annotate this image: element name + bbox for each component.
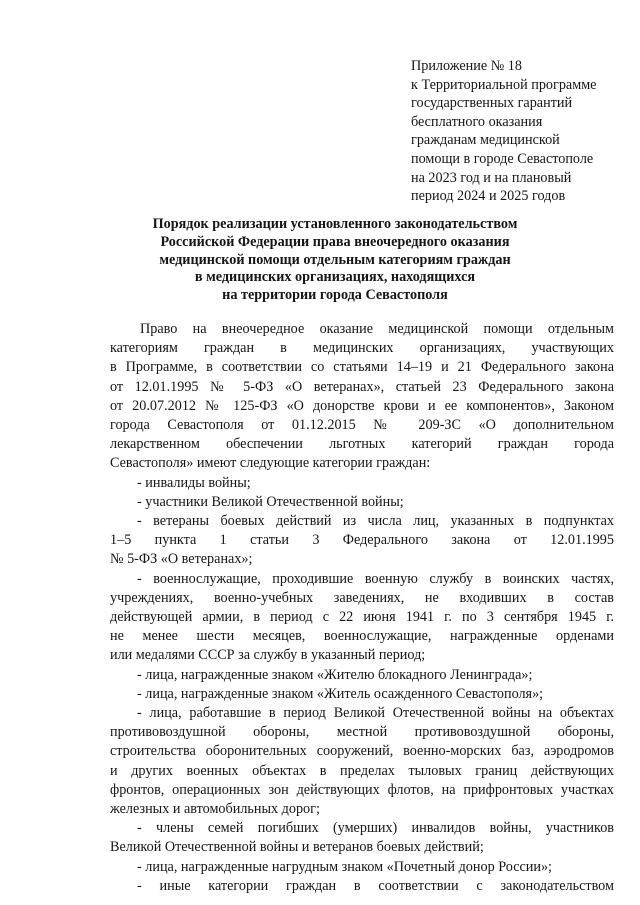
body-line: или медалями СССР за службу в указанный период; xyxy=(110,647,426,664)
list-item: - лица, награжденные знаком «Житель осажденного Севастополя»; xyxy=(137,685,544,702)
appendix-note xyxy=(411,57,629,206)
appendix-line: помощи в городе Севастополе xyxy=(411,150,594,167)
list-item: - лица, награжденные нагрудным знаком «Почетный донор России»; xyxy=(137,858,553,875)
body-line: категориям граждан в медицинских организациях, участвующих xyxy=(110,340,614,357)
body-line: действующей армии, в период с 22 июня 1941 г. по 3 сентября 1945 г. xyxy=(110,609,614,626)
body-line: Право на внеочередное оказание медицинской помощи отдельным xyxy=(140,321,614,337)
body-line: железных и автомобильных дорог; xyxy=(110,801,320,818)
list-item: - члены семей погибших (умерших) инвалидов войны, участников xyxy=(137,820,614,837)
appendix-line: бесплатного оказания xyxy=(411,113,543,130)
appendix-line: на 2023 год и на плановый xyxy=(411,169,572,186)
title-line: на территории города Севастополя xyxy=(222,287,448,304)
body-line: строительства оборонительных сооружений, военно-морских баз, аэродромов xyxy=(110,743,614,760)
body-line: 1–5 пункта 1 статьи 3 Федерального закона от 12.01.1995 xyxy=(110,532,614,549)
body-line: Великой Отечественной войны и ветеранов боевых действий; xyxy=(110,839,484,856)
body-line: лекарственном обеспечении льготных категорий граждан города xyxy=(110,436,614,453)
list-item: - инвалиды войны; xyxy=(137,474,251,491)
body-line: города Севастополя от 01.12.2015 № 209-ЗС «О дополнительном xyxy=(110,417,614,434)
body-line: учреждениях, военно-учебных заведениях, не входивших в состав xyxy=(110,589,614,606)
body-line: от 20.07.2012 № 125-ФЗ «О донорстве крови и ее компонентов», Законом xyxy=(110,397,614,414)
title-line: в медицинских организациях, находящихся xyxy=(194,269,476,286)
title-line: Порядок реализации установленного законодательством xyxy=(152,216,518,232)
body-line: и других военных объектах в пределах тыловых границ действующих xyxy=(110,762,614,779)
document-body xyxy=(110,320,614,896)
body-line: от 12.01.1995 № 5-ФЗ «О ветеранах», статьей 23 Федерального закона xyxy=(110,378,614,395)
title-line: медицинской помощи отдельным категориям граждан xyxy=(159,251,511,268)
appendix-line: период 2024 и 2025 годов xyxy=(411,188,566,205)
document-title xyxy=(100,216,570,305)
list-item: - участники Великой Отечественной войны; xyxy=(137,493,404,510)
title-line: Российской Федерации права внеочередного оказания xyxy=(160,233,510,250)
body-line: фронтов, операционных зон действующих флотов, на прифронтовых участках xyxy=(110,781,614,798)
body-line: противовоздушной обороны, местной противовоздушной обороны, xyxy=(110,724,614,741)
appendix-line: государственных гарантий xyxy=(411,95,573,112)
body-line: Севастополя» имеют следующие категории граждан: xyxy=(110,455,431,472)
list-item: - лица, награжденные знаком «Жителю блокадного Ленинграда»; xyxy=(137,666,533,683)
appendix-line: гражданам медицинской xyxy=(411,132,560,149)
appendix-line: Приложение № 18 xyxy=(411,58,522,74)
list-item: - лица, работавшие в период Великой Отечественной войны на объектах xyxy=(137,705,614,722)
appendix-line: к Территориальной программе xyxy=(411,76,597,93)
body-line: № 5-ФЗ «О ветеранах»; xyxy=(110,551,253,568)
body-line: не менее шести месяцев, военнослужащие, награжденные орденами xyxy=(110,628,614,645)
list-item: - иные категории граждан в соответствии с законодательством xyxy=(137,877,614,894)
list-item: - военнослужащие, проходившие военную службу в воинских частях, xyxy=(137,570,614,587)
body-line: в Программе, в соответствии со статьями 14–19 и 21 Федерального закона xyxy=(110,359,614,376)
list-item: - ветераны боевых действий из числа лиц, указанных в подпунктах xyxy=(137,513,614,530)
